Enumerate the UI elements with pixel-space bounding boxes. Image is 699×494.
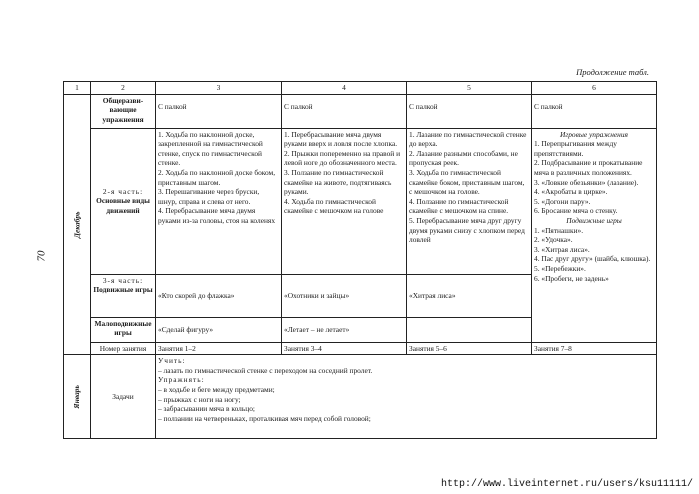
continuation-label: Продолжение табл.: [576, 67, 649, 77]
watermark-url: http://www.liveinternet.ru/users/ksu11111/: [440, 479, 693, 490]
low-mobility-cell: «Летает – не летает»: [282, 317, 407, 342]
tasks-label: Задачи: [91, 355, 156, 439]
column-number: 6: [532, 82, 657, 95]
part3-cell: «Хитрая лиса»: [407, 274, 532, 317]
tasks-cell: Учить: – лазать по гимнастической стенке с переходом на соседний пролет. Упражнять: – в ходьбе и беге между предметами; – прыжках с ноги на ногу; – забрасывании мяча в кольцо; – ползании на четвереньках, проталкивая мяч перед собой головой;: [156, 355, 657, 439]
column-number: 5: [407, 82, 532, 95]
main-movements-cell: 1. Перебрасывание мяча двумя руками вверх и ловля после хлопка. 2. Прыжки попеременно на правой и левой ноге до обозначенного места. 3. Ползание по гимнастической скамейке на животе, подтягиваясь руками. 4. Ходьба по гимнастической скамейке с мешочком на голове: [282, 128, 407, 274]
column-number: 4: [282, 82, 407, 95]
column-number-row: [64, 82, 657, 95]
main-movements-label: 2-я часть: Основные виды движений: [91, 128, 156, 274]
general-cell: С палкой: [156, 94, 282, 128]
games-cell: Игровые упражнения 1. Перепрыгивания между препятствиями. 2. Подбрасывание и прокатывание мяча в различных положениях. 3. «Ловкие обезьянки» (лазание). 4. «Акробаты в цирке». 5. «Догони пару». 6. Бросание мяча о стенку. Подвижные игры 1. «Пятнашки». 2. «Удочка». 3. «Хитрая лиса». 4. Пас друг другу» (шайба, клюшка). 5. «Перебежки». 6. «Пробеги, не задень»: [532, 128, 657, 342]
general-cell: С палкой: [282, 94, 407, 128]
lesson-number-cell: Занятия 3–4: [282, 342, 407, 355]
lesson-number-cell: Занятия 1–2: [156, 342, 282, 355]
main-movements-cell: 1. Лазание по гимнастической стенке до верха. 2. Лазание разными способами, не пропуская реек. 3. Ходьба по гимнастической скамейке боком, приставным шагом, с мешочком на голове. 4. Ползание по гимнастической скамейке с мешочком на спине. 5. Перебрасывание мяча друг другу двумя руками снизу с хлопком перед ловлей: [407, 128, 532, 274]
page-number: 70: [35, 250, 48, 262]
month-january: Январь: [64, 355, 91, 439]
part3-label: 3-я часть: Подвижные игры: [91, 274, 156, 317]
schedule-table: [63, 81, 657, 439]
part3-cell: «Кто скорей до флажка»: [156, 274, 282, 317]
lesson-number-cell: Занятия 5–6: [407, 342, 532, 355]
january-tasks-row: [64, 355, 657, 439]
column-number: 3: [156, 82, 282, 95]
lesson-number-cell: Занятия 7–8: [532, 342, 657, 355]
general-cell: С палкой: [407, 94, 532, 128]
lesson-number-label: Номер занятия: [91, 342, 156, 355]
general-exercises-label: Общеразви-вающие упражнения: [91, 94, 156, 128]
low-mobility-cell: [407, 317, 532, 342]
month-december: Декабрь: [64, 94, 91, 355]
main-movements-row: [64, 128, 657, 274]
general-exercises-row: [64, 94, 657, 128]
lesson-number-row: [64, 342, 657, 355]
low-mobility-label: Малоподвижные игры: [91, 317, 156, 342]
column-number: 1: [64, 82, 91, 95]
main-movements-cell: 1. Ходьба по наклонной доске, закрепленной на гимнастической стенке, спуск по гимнастической стенке. 2. Ходьба по наклонной доске боком, приставным шагом. 3. Перешагивание через бруски, шнур, справа и слева от него. 4. Перебрасывание мяча двумя руками из-за головы, стоя на коленях: [156, 128, 282, 274]
part3-cell: «Охотники и зайцы»: [282, 274, 407, 317]
column-number: 2: [91, 82, 156, 95]
general-cell: С палкой: [532, 94, 657, 128]
low-mobility-cell: «Сделай фигуру»: [156, 317, 282, 342]
